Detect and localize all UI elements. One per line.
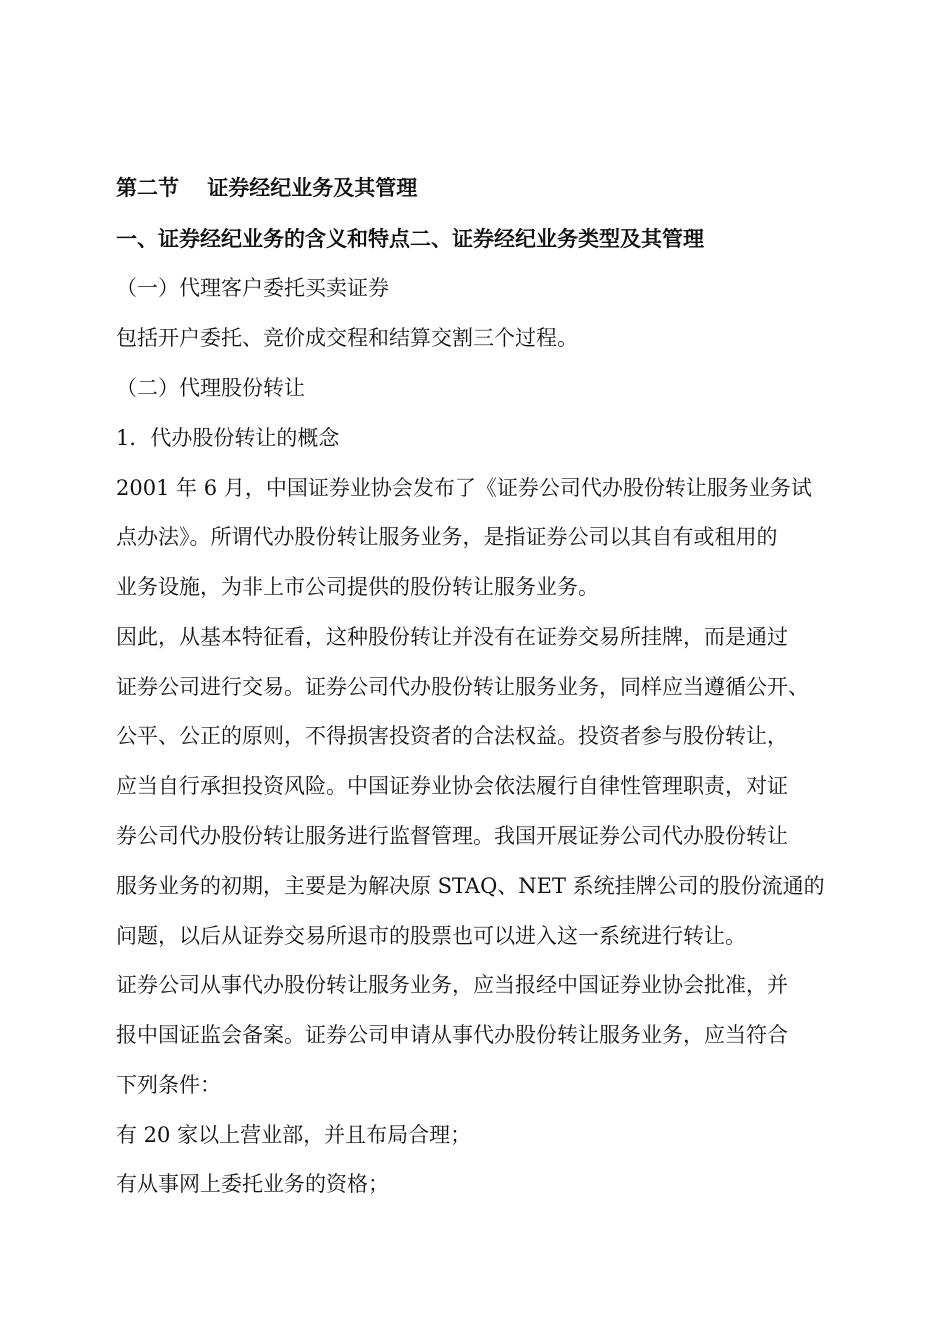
paragraph-2-line: 服务业务的初期，主要是为解决原 STAQ、NET 系统挂牌公司的股份流通的 [116, 874, 825, 898]
condition-item: 有 20 家以上营业部，并且布局合理； [116, 1123, 472, 1147]
subsection-title-1: （一）代理客户委托买卖证券 [116, 276, 389, 300]
paragraph-1-line: 2001 年 6 月，中国证券业协会发布了《证券公司代办股份转让服务业务试 [116, 476, 812, 500]
paragraph-2-line: 问题，以后从证券交易所退市的股票也可以进入这一系统进行转让。 [116, 924, 746, 948]
paragraph-3-line: 报中国证监会备案。证券公司申请从事代办股份转让服务业务，应当符合 [116, 1023, 788, 1047]
subsection-1-body: 包括开户委托、竞价成交程和结算交割三个过程。 [116, 326, 578, 350]
paragraph-3-line: 证券公司从事代办股份转让服务业务，应当报经中国证券业协会批准，并 [116, 973, 788, 997]
section-heading: 第二节 证券经纪业务及其管理 [116, 175, 418, 200]
paragraph-2-line: 因此，从基本特征看，这种股份转让并没有在证券交易所挂牌，而是通过 [116, 625, 788, 649]
paragraph-2-line: 公平、公正的原则，不得损害投资者的合法权益。投资者参与股份转让， [116, 724, 788, 748]
parts-heading: 一、证券经纪业务的含义和特点二、证券经纪业务类型及其管理 [116, 226, 704, 251]
subsection-title-2: （二）代理股份转让 [116, 376, 305, 400]
paragraph-2-line: 证券公司进行交易。证券公司代办股份转让服务业务，同样应当遵循公开、 [116, 675, 809, 699]
paragraph-2-line: 应当自行承担投资风险。中国证券业协会依法履行自律性管理职责，对证 [116, 774, 788, 798]
paragraph-1-line: 点办法》。所谓代办股份转让服务业务，是指证券公司以其自有或租用的 [116, 525, 778, 549]
paragraph-3-line: 下列条件： [116, 1073, 221, 1097]
paragraph-2-line: 券公司代办股份转让服务进行监督管理。我国开展证券公司代办股份转让 [116, 824, 788, 848]
condition-item: 有从事网上委托业务的资格； [116, 1172, 389, 1196]
paragraph-1-line: 业务设施，为非上市公司提供的股份转让服务业务。 [116, 575, 599, 599]
item-title-1: 1．代办股份转让的概念 [116, 426, 340, 450]
